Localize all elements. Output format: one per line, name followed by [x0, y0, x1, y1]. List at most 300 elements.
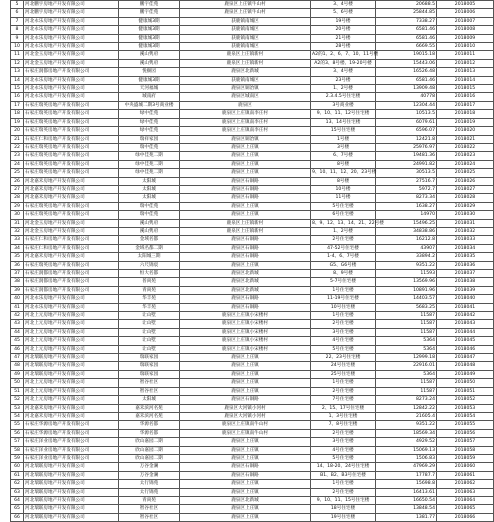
table-row	[11, 396, 494, 404]
table-row	[11, 236, 494, 244]
buildings-cell: 8、9、12、13、14、21、22号楼	[312, 220, 384, 226]
row-number: 54	[11, 412, 24, 420]
project-cell: 欣山嘉园二期	[119, 446, 180, 454]
permit-number-cell: 2018043	[437, 320, 494, 328]
table-row	[11, 362, 494, 370]
buildings-cell: 3号楼	[311, 143, 376, 151]
company-cell: 石家庄泽业房地产开发有限公司	[24, 438, 119, 446]
permit-number-cell: 2018027	[437, 185, 494, 193]
company-cell: 河北永乐房地产开发有限公司	[24, 93, 119, 101]
permit-number-cell: 2018013	[437, 68, 494, 76]
row-number: 64	[11, 496, 24, 504]
area-cell: 13569.96	[376, 278, 437, 286]
table-row	[11, 488, 494, 496]
row-number: 15	[11, 85, 24, 93]
table-row	[11, 152, 494, 160]
permit-number-cell: 2018052	[437, 396, 494, 404]
project-cell: 瑞中佳苑	[119, 211, 180, 219]
area-cell: 11587	[376, 312, 437, 320]
location-cell: 鹿泉区上庄镇	[180, 379, 311, 387]
buildings-cell: 4号住宅楼	[311, 337, 376, 345]
row-number: 13	[11, 68, 24, 76]
table-row	[11, 370, 494, 378]
location-cell: 鹿泉区大河镇小河村	[180, 404, 311, 412]
company-cell: 石家庄瑞英房地产开发有限公司	[24, 211, 119, 219]
row-number: 8	[11, 26, 24, 34]
project-cell: 绿中佳苑	[119, 110, 180, 118]
company-cell: 河北嘉禾房地产开发有限公司	[24, 177, 119, 185]
table-row	[11, 143, 494, 151]
table-row	[11, 446, 494, 454]
project-cell: 鹏宇佳苑	[119, 1, 180, 9]
area-cell: 6581.46	[376, 26, 437, 34]
location-cell: 鹿泉区石铜路	[180, 463, 311, 471]
project-cell: 溪山隽府	[119, 51, 180, 59]
table-row	[11, 345, 494, 353]
buildings-cell: 2号住宅楼	[311, 387, 376, 395]
permit-number-cell: 2018056	[437, 429, 494, 437]
row-number: 45	[11, 337, 24, 345]
table-row	[11, 194, 494, 202]
permit-number-cell: 2018039	[437, 286, 494, 294]
area-cell: 11587	[376, 320, 437, 328]
row-number: 11	[11, 51, 24, 59]
buildings-cell: 3号住宅楼	[311, 328, 376, 336]
area-cell: 14403.57	[376, 295, 437, 303]
table-row	[11, 379, 494, 387]
table-row	[11, 227, 494, 235]
row-number: 53	[11, 404, 24, 412]
location-cell: 鹿泉区上庄镇小宋楼村	[180, 345, 311, 353]
buildings-cell: A2的3、8号楼、19-20号楼	[311, 59, 376, 67]
table-row	[11, 118, 494, 126]
row-number: 37	[11, 270, 24, 278]
permit-number-cell: 2018023	[437, 152, 494, 160]
company-cell: 石家庄泽业房地产开发有限公司	[24, 454, 119, 462]
area-cell: 1506.83	[376, 454, 437, 462]
permit-number-cell: 2018059	[437, 454, 494, 462]
project-cell: 万谷金澜	[119, 463, 180, 471]
row-number: 59	[11, 454, 24, 462]
table-row	[11, 278, 494, 286]
area-cell: 4929.52	[376, 438, 437, 446]
area-cell: 10891.96	[376, 286, 437, 294]
company-cell: 石家庄瑞英房地产开发有限公司	[24, 160, 119, 168]
row-number: 62	[11, 480, 24, 488]
location-cell: 鹿泉区上庄镇牛山村	[180, 1, 311, 9]
company-cell: 石家庄仁和房地产开发有限公司	[24, 135, 119, 143]
location-cell: 鹿泉区上庄镇新村	[180, 219, 311, 227]
permit-number-cell: 2018044	[437, 328, 494, 336]
table-row	[11, 51, 494, 59]
project-cell: 绿中佳苑二期	[119, 160, 180, 168]
table-row	[11, 337, 494, 345]
company-cell: 河北瑞联房地产开发有限公司	[24, 463, 119, 471]
buildings-cell: 3号住宅楼	[311, 438, 376, 446]
table-row	[11, 320, 494, 328]
location-cell: 获鹿镇南城区	[180, 43, 311, 51]
row-number: 56	[11, 429, 24, 437]
location-cell: 鹿泉区上庄镇	[180, 211, 311, 219]
company-cell: 河北上元房地产开发有限公司	[24, 337, 119, 345]
project-cell: 智谷社区	[119, 379, 180, 387]
buildings-cell: 9、10、11、12号住宅楼	[311, 110, 376, 118]
permit-number-cell: 2018065	[437, 505, 494, 513]
row-number: 55	[11, 421, 24, 429]
project-cell: 太阳城	[119, 396, 180, 404]
buildings-cell: 19号住宅楼	[311, 513, 376, 521]
buildings-cell: 6、7号楼	[311, 152, 376, 160]
buildings-cell: 1号住宅楼	[311, 286, 376, 294]
buildings-cell: 19号楼	[311, 17, 376, 25]
location-cell: 鹿泉区上庄镇	[180, 169, 311, 177]
project-cell: 让山墅	[119, 337, 180, 345]
company-cell: 河北永乐房地产开发有限公司	[24, 43, 119, 51]
table-row	[11, 303, 494, 311]
permit-number-cell: 2018062	[437, 480, 494, 488]
company-cell: 河北金玉房地产开发有限公司	[24, 59, 119, 67]
area-cell: 1381.77	[376, 513, 437, 521]
area-cell: 19481.36	[376, 152, 437, 160]
buildings-cell: 7号住宅楼	[311, 396, 376, 404]
project-cell: 华源名都	[119, 429, 180, 437]
table-row	[11, 286, 494, 294]
buildings-cell: 11号楼	[311, 194, 376, 202]
location-cell: 鹿泉区上庄镇南李庄村	[180, 110, 311, 118]
table-row	[11, 438, 494, 446]
company-cell: 河北瑞联房地产开发有限公司	[24, 488, 119, 496]
project-cell: 欣山嘉园二期	[119, 438, 180, 446]
project-cell: 让山墅	[119, 312, 180, 320]
company-cell: 石家庄瑞英房地产开发有限公司	[24, 118, 119, 126]
project-cell: 太阳城	[119, 194, 180, 202]
company-cell: 石家庄润都房地产开发有限公司	[24, 286, 119, 294]
location-cell: 鹿泉区铜冶镇	[180, 85, 311, 93]
company-cell: 石家庄华源房地产开发有限公司	[24, 421, 119, 429]
permit-number-cell: 2018009	[437, 34, 494, 42]
company-cell: 石家庄润都房地产开发有限公司	[24, 278, 119, 286]
row-number: 25	[11, 169, 24, 177]
project-cell: 让山墅	[119, 345, 180, 353]
permit-number-cell: 2018046	[437, 345, 494, 353]
location-cell: 鹿泉区上庄镇南李庄村	[180, 118, 311, 126]
table-row	[11, 454, 494, 462]
location-cell: 鹿泉区北新城	[180, 68, 311, 76]
project-cell: 太阳城	[119, 177, 180, 185]
table-row	[11, 211, 494, 219]
row-number: 58	[11, 446, 24, 454]
table-row	[11, 219, 494, 227]
table-row	[11, 253, 494, 261]
permit-table-body	[11, 1, 494, 522]
buildings-cell: B1、B2、B3号住宅楼	[311, 471, 376, 479]
buildings-cell: 8、9号楼	[311, 270, 376, 278]
row-number: 7	[11, 17, 24, 25]
table-row	[11, 496, 494, 504]
project-cell: 健康城3期	[119, 34, 180, 42]
permit-number-cell: 2018019	[437, 118, 494, 126]
permit-number-cell: 2018037	[437, 270, 494, 278]
area-cell: 6669.55	[376, 43, 437, 51]
row-number: 17	[11, 101, 24, 109]
area-cell: 22916.01	[376, 362, 437, 370]
row-number: 48	[11, 362, 24, 370]
buildings-cell: 18号住宅楼	[311, 505, 376, 513]
row-number: 18	[11, 110, 24, 118]
location-cell: 鹿泉区上庄镇南李庄村	[180, 127, 311, 135]
area-cell: 10513.5	[376, 110, 437, 118]
row-number: 21	[11, 135, 24, 143]
row-number: 65	[11, 505, 24, 513]
permit-number-cell: 2018011	[437, 51, 494, 59]
buildings-cell: 5号住宅楼	[311, 345, 376, 353]
company-cell: 河北上元房地产开发有限公司	[24, 396, 119, 404]
buildings-cell: A2的1、2、6、7、10、11号楼	[312, 52, 379, 58]
row-number: 57	[11, 438, 24, 446]
permit-number-cell: 2018015	[437, 85, 494, 93]
row-number: 34	[11, 244, 24, 252]
location-cell: 获鹿镇南城区	[180, 17, 311, 25]
project-cell: 悦颐园	[119, 68, 180, 76]
location-cell: 鹿泉区石铜路	[180, 303, 311, 311]
table-row	[11, 244, 494, 252]
location-cell: 鹿泉区上庄镇小宋楼村	[180, 328, 311, 336]
permit-number-cell: 2018042	[437, 312, 494, 320]
area-cell: 5364	[376, 337, 437, 345]
buildings-cell: 1号住宅楼	[311, 480, 376, 488]
location-cell: 鹿泉区上庄镇	[180, 261, 311, 269]
company-cell: 河北瑞联房地产开发有限公司	[24, 480, 119, 488]
permit-number-cell: 2018033	[437, 236, 494, 244]
table-row	[11, 110, 494, 118]
area-cell: 24991.82	[376, 160, 437, 168]
permit-number-cell: 2018005	[437, 1, 494, 9]
permit-number-cell: 2018024	[437, 160, 494, 168]
company-cell: 河北永乐房地产开发有限公司	[24, 76, 119, 84]
project-cell: 金域名都二期	[119, 244, 180, 252]
project-cell: 金域名都	[119, 236, 180, 244]
project-cell: 溪山隽府	[119, 219, 180, 227]
table-row	[11, 505, 494, 513]
table-row	[11, 354, 494, 362]
area-cell: 5364	[376, 345, 437, 353]
location-cell: 鹿泉区上庄镇	[180, 513, 311, 521]
project-cell: 瑞联家园	[119, 370, 180, 378]
table-row	[11, 480, 494, 488]
company-cell: 河北鹏宇房地产开发有限公司	[24, 9, 119, 17]
table-row	[11, 471, 494, 479]
buildings-cell: 9、10、11、12、20、23号楼	[312, 170, 377, 176]
permit-number-cell: 2018018	[437, 110, 494, 118]
area-cell: 13848.54	[376, 505, 437, 513]
area-cell: 9351.22	[376, 421, 437, 429]
buildings-cell: 9、10、11、15号住宅楼	[311, 496, 376, 504]
area-cell: 33894.2	[376, 253, 437, 261]
table-row	[11, 59, 494, 67]
buildings-cell: 1、2号楼	[311, 227, 376, 235]
company-cell: 石家庄华源房地产开发有限公司	[24, 429, 119, 437]
company-cell: 河北鹏宇房地产开发有限公司	[24, 1, 119, 9]
table-row	[11, 387, 494, 395]
table-row	[11, 135, 494, 143]
project-cell: 青尚苑	[119, 286, 180, 294]
buildings-cell: 21号楼	[311, 34, 376, 42]
location-cell: 获鹿镇南城区	[180, 26, 311, 34]
row-number: 63	[11, 488, 24, 496]
row-number: 27	[11, 185, 24, 193]
project-cell: 绿中佳苑	[119, 127, 180, 135]
project-cell: 瑞中佳苑	[119, 202, 180, 210]
project-cell: 瑞联家园	[119, 362, 180, 370]
area-cell: 8273.34	[376, 194, 437, 202]
permit-number-cell: 2018022	[437, 143, 494, 151]
project-cell: 嘉禾滨河名苑	[119, 412, 180, 420]
row-number: 12	[11, 59, 24, 67]
area-cell: 19015.18	[376, 51, 437, 59]
row-number: 16	[11, 93, 24, 101]
row-number: 43	[11, 320, 24, 328]
project-cell: 华丰苑	[119, 295, 180, 303]
buildings-cell: 2.3.4.5号住宅楼	[311, 93, 376, 101]
project-cell: 健康城3期	[119, 26, 180, 34]
project-cell: 瑞中佳苑	[119, 143, 180, 151]
buildings-cell: 3、4号楼	[311, 1, 376, 9]
project-cell: 华丰苑	[119, 303, 180, 311]
buildings-cell: 22、23号住宅楼	[311, 354, 376, 362]
area-cell: 6581.46	[376, 34, 437, 42]
project-cell: 健康城3期	[119, 43, 180, 51]
location-cell: 鹿泉区大河镇小河村	[180, 412, 311, 420]
area-cell: 15443.06	[376, 59, 437, 67]
permit-number-cell: 2018031	[437, 219, 494, 227]
table-row	[11, 185, 494, 193]
location-cell: 鹿泉区铜冶镇	[180, 135, 311, 143]
table-row	[11, 328, 494, 336]
permit-number-cell: 2018058	[437, 446, 494, 454]
company-cell: 石家庄瑞英房地产开发有限公司	[24, 143, 119, 151]
project-cell: 普尚苑	[119, 278, 180, 286]
table-row	[11, 463, 494, 471]
project-cell: 鹏宇佳苑	[119, 9, 180, 17]
buildings-cell: 4号住宅楼	[311, 446, 376, 454]
project-cell: 万谷金澜	[119, 471, 180, 479]
company-cell: 石家庄润都房地产开发有限公司	[24, 68, 119, 76]
permit-number-cell: 2018025	[437, 169, 494, 177]
permit-number-cell: 2018014	[437, 76, 494, 84]
area-cell: 30513.5	[376, 169, 437, 177]
company-cell: 河北永乐房地产开发有限公司	[24, 295, 119, 303]
table-row	[11, 513, 494, 521]
company-cell: 河北永乐房地产开发有限公司	[24, 303, 119, 311]
table-row	[11, 26, 494, 34]
location-cell: 鹿泉区上庄镇	[180, 370, 311, 378]
table-row	[11, 34, 494, 42]
permit-number-cell: 2018045	[437, 337, 494, 345]
location-cell: 鹿泉区上庄镇	[180, 152, 311, 160]
area-cell: 15698.8	[376, 480, 437, 488]
row-number: 38	[11, 278, 24, 286]
company-cell: 河北瑞联房地产开发有限公司	[24, 505, 119, 513]
area-cell: 6079.61	[376, 118, 437, 126]
location-cell: 鹿泉区上庄镇	[180, 488, 311, 496]
row-number: 6	[11, 9, 24, 17]
company-cell: 河北永乐房地产开发有限公司	[24, 85, 119, 93]
buildings-cell: 3、4号楼	[311, 68, 376, 76]
location-cell: 鹿泉区北新城	[180, 496, 311, 504]
project-cell: 绿中佳苑二期	[119, 169, 180, 177]
project-cell: 六尺锦宸	[119, 261, 180, 269]
area-cell: 5683.25	[376, 303, 437, 311]
row-number: 32	[11, 227, 24, 235]
buildings-cell: 2号住宅楼	[311, 320, 376, 328]
location-cell: 鹿泉区上庄镇新村	[180, 51, 311, 59]
location-cell: 鹿泉区上庄镇	[180, 438, 311, 446]
table-row	[11, 43, 494, 51]
row-number: 52	[11, 396, 24, 404]
buildings-cell: 20号楼	[311, 26, 376, 34]
area-cell: 7338.27	[376, 17, 437, 25]
area-cell: 13909.48	[376, 85, 437, 93]
row-number: 47	[11, 354, 24, 362]
location-cell: 鹿泉区北新城	[180, 278, 311, 286]
company-cell: 石家庄瑞英房地产开发有限公司	[24, 261, 119, 269]
permit-number-cell: 2018063	[437, 488, 494, 496]
permit-number-cell: 2018021	[437, 135, 494, 143]
table-row	[11, 17, 494, 25]
area-cell: 11593	[376, 270, 437, 278]
project-cell: 健康城3期	[119, 17, 180, 25]
company-cell: 河北永乐房地产开发有限公司	[24, 17, 119, 25]
location-cell: 鹿泉区上庄镇牛山村	[180, 9, 311, 17]
area-cell: 34838.86	[376, 227, 437, 235]
company-cell: 河北永乐房地产开发有限公司	[24, 34, 119, 42]
company-cell: 石家庄瑞英房地产开发有限公司	[24, 127, 119, 135]
company-cell: 河北瑞联房地产开发有限公司	[24, 471, 119, 479]
location-cell: 鹿泉区上庄镇	[180, 480, 311, 488]
buildings-cell: 8号楼	[311, 177, 376, 185]
area-cell: 5972.7	[376, 185, 437, 193]
row-number: 5	[11, 1, 24, 9]
project-cell: 太阳城三期	[119, 253, 180, 261]
company-cell: 河北瑞联房地产开发有限公司	[24, 354, 119, 362]
buildings-cell: 15号住宅楼	[311, 127, 376, 135]
location-cell: 鹿泉区上庄镇新村	[180, 59, 311, 67]
area-cell: 11587	[376, 387, 437, 395]
project-cell: 中央盛城二期3号商业楼	[119, 101, 180, 109]
permit-number-cell: 2018016	[437, 93, 494, 101]
row-number: 42	[11, 312, 24, 320]
row-number: 14	[11, 76, 24, 84]
company-cell: 河北永乐房地产开发有限公司	[24, 26, 119, 34]
buildings-cell: 5号住宅楼	[311, 454, 376, 462]
area-cell: 43907	[376, 244, 437, 252]
row-number: 31	[11, 219, 24, 227]
area-cell: 16650.54	[376, 496, 437, 504]
location-cell: 鹿泉区	[180, 101, 311, 109]
company-cell: 河北金玉房地产开发有限公司	[24, 219, 119, 227]
company-cell: 石家庄瑞英房地产开发有限公司	[24, 202, 119, 210]
row-number: 40	[11, 295, 24, 303]
table-row	[11, 295, 494, 303]
permit-number-cell: 2018030	[437, 211, 494, 219]
row-number: 24	[11, 160, 24, 168]
buildings-cell: 8号楼	[311, 160, 376, 168]
location-cell: 鹿泉区石铜路	[180, 194, 311, 202]
location-cell: 鹿泉区上庄镇小宋楼村	[180, 312, 311, 320]
buildings-cell: 25号住宅楼	[311, 370, 376, 378]
row-number: 39	[11, 286, 24, 294]
area-cell: 20688.5	[376, 1, 437, 9]
